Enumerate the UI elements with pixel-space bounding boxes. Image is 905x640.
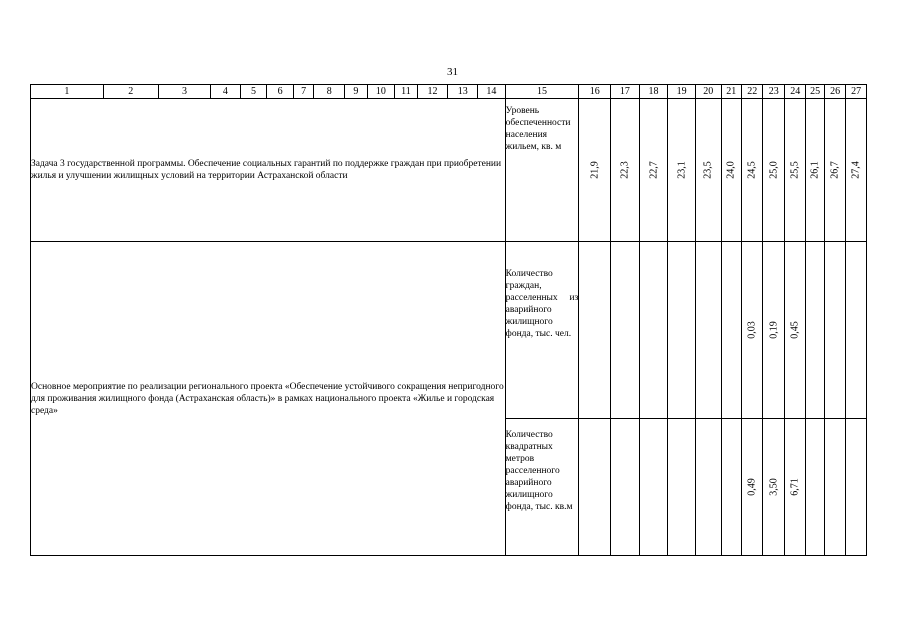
value-cell: [846, 99, 867, 242]
indicator-name: Уровень обеспеченности населения жильем, кв. м: [505, 99, 579, 242]
value-cell: [806, 242, 824, 419]
header-cell: 26: [824, 85, 845, 99]
value-cell: [742, 419, 763, 556]
value-cell: [639, 242, 668, 419]
header-cell: 6: [267, 85, 294, 99]
value-cell: [806, 99, 824, 242]
header-cell: 16: [579, 85, 611, 99]
header-cell: 11: [395, 85, 418, 99]
value-cell: [742, 99, 763, 242]
value-cell: [763, 419, 784, 556]
value-text: 25,5: [789, 161, 801, 179]
value-cell: [668, 419, 696, 556]
value-text: 6,71: [789, 478, 801, 496]
value-cell: [579, 419, 611, 556]
value-cell: [824, 242, 845, 419]
value-text: 0,49: [746, 478, 758, 496]
header-cell: 20: [695, 85, 721, 99]
header-cell: 24: [784, 85, 805, 99]
value-cell: [784, 242, 805, 419]
header-cell: 14: [478, 85, 506, 99]
value-cell: [846, 242, 867, 419]
value-text: 26,1: [809, 161, 821, 179]
header-cell: 21: [721, 85, 741, 99]
value-text: 0,03: [746, 321, 758, 339]
value-text: 26,7: [829, 161, 841, 179]
value-cell: [695, 99, 721, 242]
value-cell: [695, 242, 721, 419]
value-cell: [668, 242, 696, 419]
value-cell: [824, 419, 845, 556]
header-cell: 8: [314, 85, 345, 99]
value-cell: [611, 242, 640, 419]
value-cell: [721, 99, 741, 242]
value-text: 3,50: [768, 478, 780, 496]
header-cell: 2: [103, 85, 158, 99]
header-cell: 5: [240, 85, 267, 99]
value-text: 21,9: [589, 161, 601, 179]
header-cell: 1: [31, 85, 104, 99]
value-cell: [611, 419, 640, 556]
value-cell: [721, 242, 741, 419]
value-cell: [824, 99, 845, 242]
header-cell: 3: [158, 85, 210, 99]
value-cell: [611, 99, 640, 242]
header-cell: 9: [345, 85, 368, 99]
value-text: 0,19: [768, 321, 780, 339]
header-cell: 12: [417, 85, 448, 99]
header-cell: 17: [611, 85, 640, 99]
value-cell: [784, 419, 805, 556]
header-cell: 13: [448, 85, 478, 99]
value-cell: [579, 242, 611, 419]
activity-description: Основное мероприятие по реализации регионального проекта «Обеспечение устойчивого сокращения непригодного для проживания жилищного фонда (Астраханская область)» в рамках национального проекта «Жилье и городская среда»: [31, 242, 506, 556]
value-cell: [763, 99, 784, 242]
value-cell: [806, 419, 824, 556]
header-cell: 25: [806, 85, 824, 99]
header-cell: 10: [367, 85, 395, 99]
value-cell: [639, 99, 668, 242]
value-cell: [742, 242, 763, 419]
value-cell: [784, 99, 805, 242]
value-text: 25,0: [768, 161, 780, 179]
header-cell: 7: [293, 85, 313, 99]
value-cell: [639, 419, 668, 556]
table-row: [31, 242, 867, 419]
header-cell: 23: [763, 85, 784, 99]
indicators-table: [30, 84, 867, 556]
value-text: 22,3: [619, 161, 631, 179]
value-text: 23,1: [676, 161, 688, 179]
page-number: 31: [447, 66, 458, 78]
value-text: 24,5: [746, 161, 758, 179]
value-cell: [579, 99, 611, 242]
indicator-name: Количество граждан, расселенных из аварийного жилищного фонда, тыс. чел.: [505, 242, 579, 419]
value-text: 0,45: [789, 321, 801, 339]
indicator-name: Количество квадратных метров расселенного аварийного жилищного фонда, тыс. кв.м: [505, 419, 579, 556]
header-cell: 4: [211, 85, 241, 99]
value-cell: [763, 242, 784, 419]
table-row: [31, 99, 867, 242]
header-row: [31, 85, 867, 99]
value-text: 24,0: [725, 161, 737, 179]
value-text: 22,7: [648, 161, 660, 179]
value-cell: [721, 419, 741, 556]
header-cell: 19: [668, 85, 696, 99]
header-cell: 15: [505, 85, 579, 99]
header-cell: 27: [846, 85, 867, 99]
task-description: Задача 3 государственной программы. Обеспечение социальных гарантий по поддержке граждан при приобретении жилья и улучшении жилищных условий на территории Астраханской области: [31, 99, 506, 242]
header-cell: 18: [639, 85, 668, 99]
value-cell: [668, 99, 696, 242]
value-cell: [695, 419, 721, 556]
value-cell: [846, 419, 867, 556]
value-text: 27,4: [850, 161, 862, 179]
header-cell: 22: [742, 85, 763, 99]
value-text: 23,5: [702, 161, 714, 179]
